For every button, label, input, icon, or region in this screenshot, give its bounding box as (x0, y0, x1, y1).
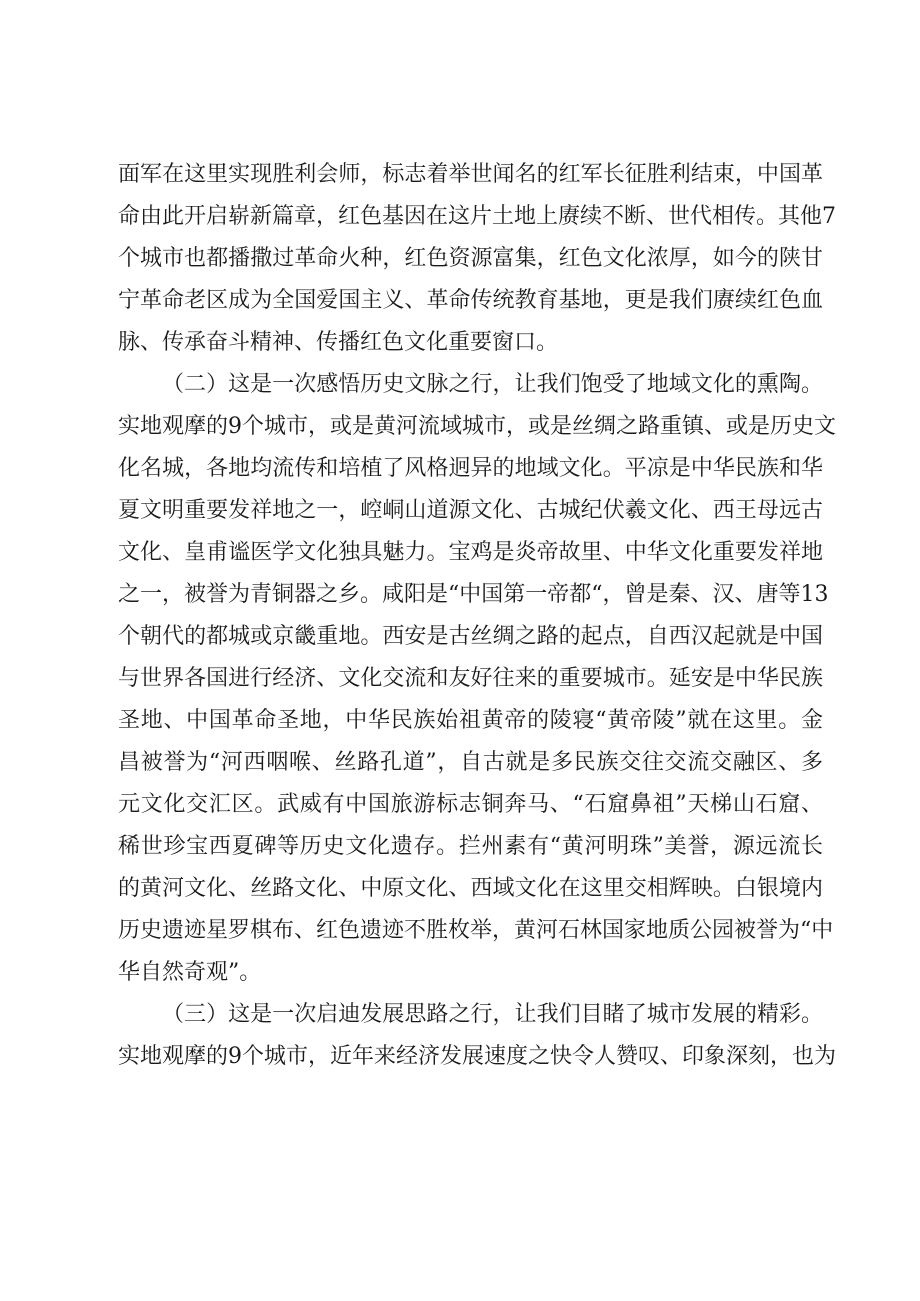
text-line: 昌被誉为“河西咽喉、丝路孔道”，自古就是多民族交往交流交融区、多 (118, 750, 823, 775)
text-line: 圣地、中国革命圣地，中华民族始祖黄帝的陵寝“黄帝陵”就在这里。金 (118, 708, 823, 733)
text-line: 稀世珍宝西夏碑等历史文化遗存。拦州素有“黄河明珠”美誉，源远流长 (118, 834, 823, 859)
text-line: 命由此开启崭新篇章，红色基因在这片土地上赓续不断、世代相传。其他7 (118, 204, 836, 229)
text-line: 与世界各国进行经济、文化交流和友好往来的重要城市。延安是中华民族 (118, 666, 823, 691)
text-line: 夏文明重要发祥地之一，崆峒山道源文化、古城纪伏羲文化、西王母远古 (118, 498, 823, 523)
body-text (118, 154, 836, 1078)
text-line: 文化、皇甫谧医学文化独具魅力。宝鸡是炎帝故里、中华文化重要发祥地 (118, 540, 823, 565)
paragraph-continuation (118, 154, 836, 364)
text-line: 脉、传承奋斗精神、传播红色文化重要窗口。 (118, 330, 559, 355)
text-line: 宁革命老区成为全国爱国主义、革命传统教育基地，更是我们赓续红色血 (118, 288, 823, 313)
text-line: 之一，被誉为青铜器之乡。咸阳是“中国第一帝都“，曾是秦、汉、唐等13 (118, 582, 829, 607)
text-line: 实地观摩的9个城市，或是黄河流域城市，或是丝绸之路重镇、或是历史文 (118, 414, 836, 439)
paragraph-section-3 (118, 994, 836, 1078)
text-line: 历史遗迹星罗棋布、红色遗迹不胜枚举，黄河石林国家地质公园被誉为“中 (118, 918, 834, 943)
text-line: 实地观摩的9个城市，近年来经济发展速度之快令人赞叹、印象深刻，也为 (118, 1044, 836, 1069)
section-heading-line: （二）这是一次感悟历史文脉之行，让我们饱受了地域文化的熏陶。 (162, 372, 823, 397)
text-line: 个城市也都播撒过革命火种，红色资源富集，红色文化浓厚，如今的陕甘 (118, 246, 823, 271)
text-line: 元文化交汇区。武威有中国旅游标志铜奔马、“石窟鼻祖”天梯山石窟、 (118, 792, 823, 817)
text-line: 华自然奇观”。 (118, 960, 262, 985)
text-line: 化名城，各地均流传和培植了风格迥异的地域文化。平凉是中华民族和华 (118, 456, 823, 481)
section-heading-line: （三）这是一次启迪发展思路之行，让我们目睹了城市发展的精彩。 (162, 1002, 823, 1027)
text-line: 面军在这里实现胜利会师，标志着举世闻名的红军长征胜利结束，中国革 (118, 162, 823, 187)
text-line: 个朝代的都城或京畿重地。西安是古丝绸之路的起点，自西汉起就是中国 (118, 624, 823, 649)
text-line: 的黄河文化、丝路文化、中原文化、西域文化在这里交相辉映。白银境内 (118, 876, 823, 901)
paragraph-section-2 (118, 364, 836, 994)
